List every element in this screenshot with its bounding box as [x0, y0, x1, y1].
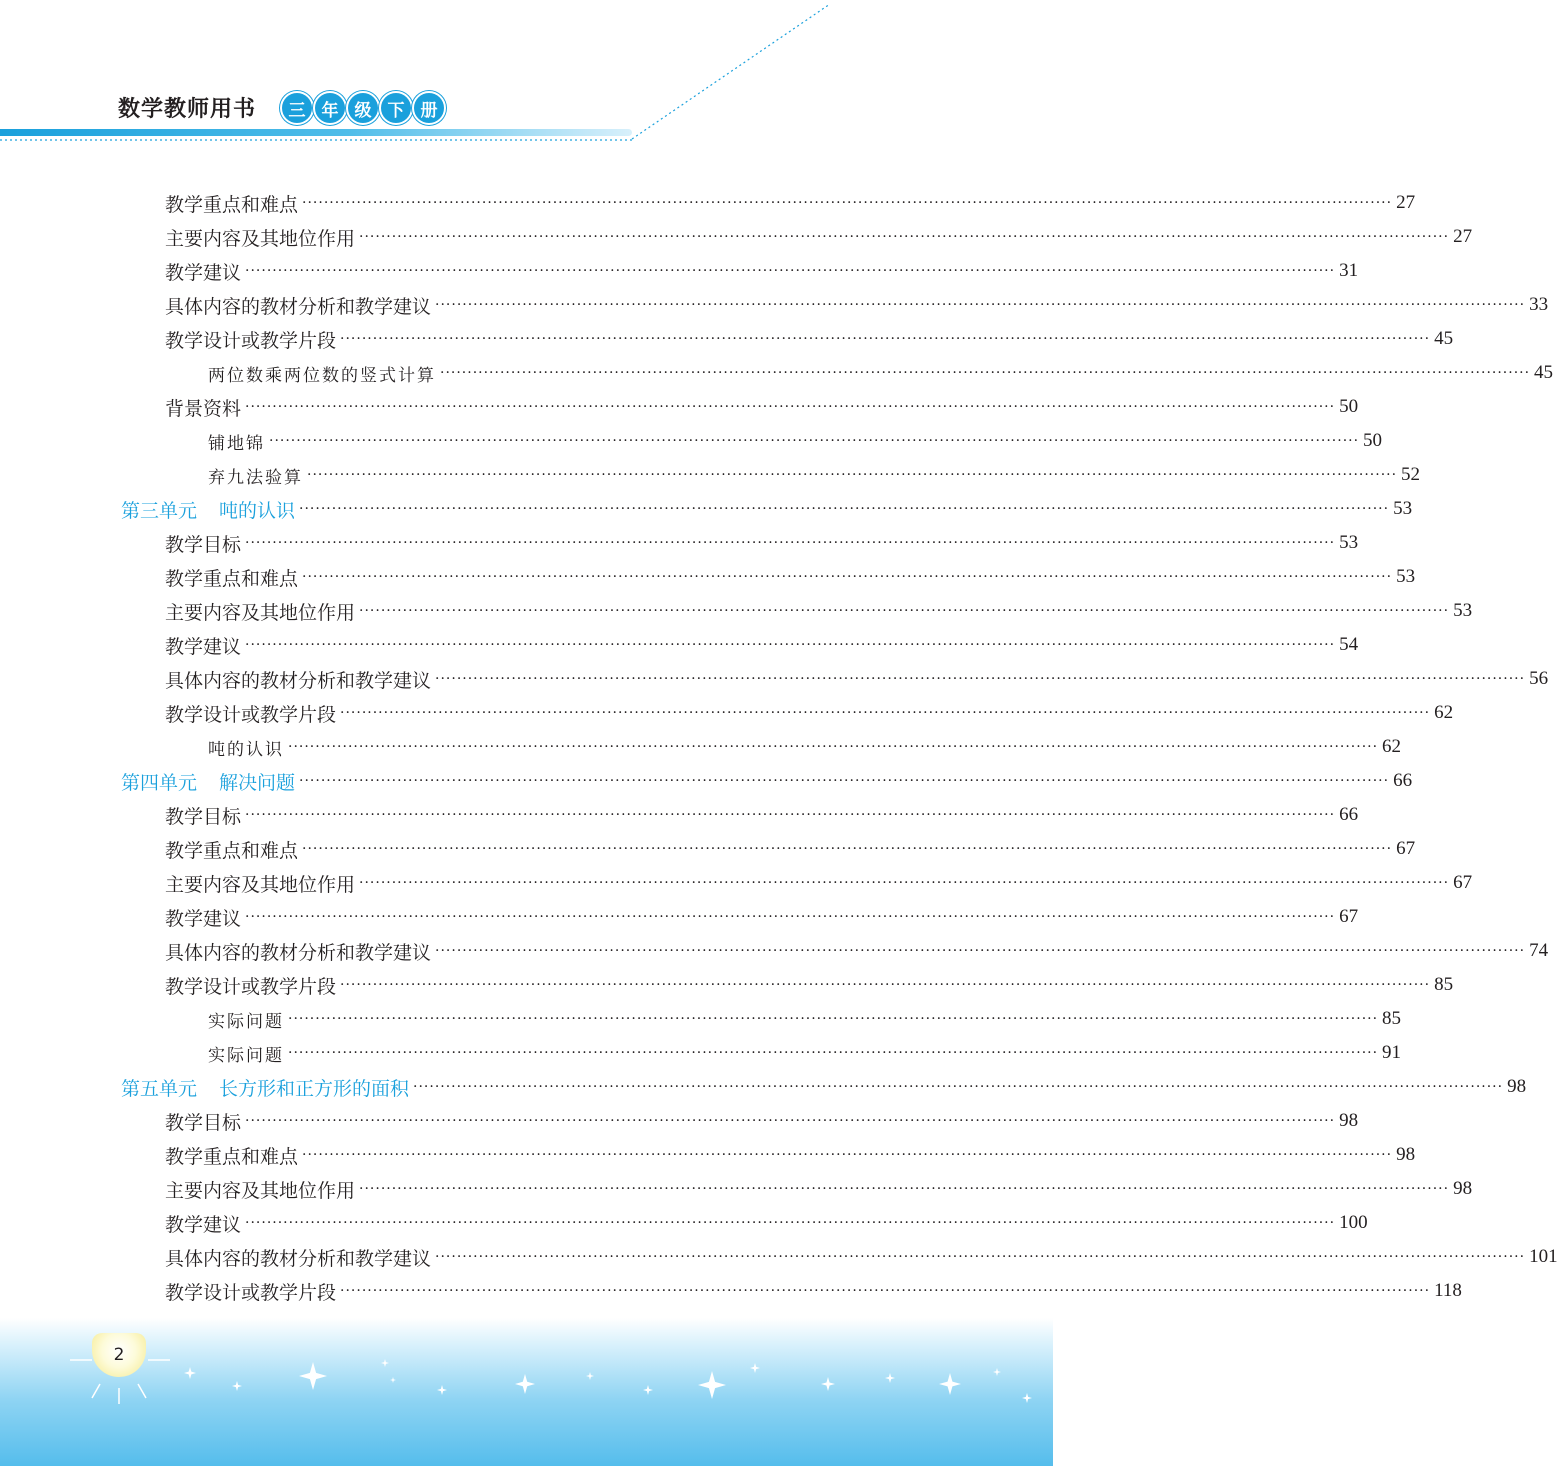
- toc-entry-title: 教学建议: [165, 635, 242, 658]
- toc-entry[interactable]: [208, 1002, 1402, 1036]
- toc-page-number: 98: [1507, 1076, 1527, 1097]
- toc-page-number: 118: [1434, 1280, 1462, 1301]
- header-decoration: [0, 0, 1053, 150]
- toc-entry-title: 主要内容及其地位作用: [165, 873, 356, 896]
- toc-entry[interactable]: [165, 866, 1473, 900]
- dot-leader: ········································································································································································································: [302, 841, 1393, 857]
- toc-unit-label: 第五单元: [121, 1077, 198, 1100]
- dot-leader: ········································································································································································································: [307, 467, 1398, 483]
- toc-page-number: 98: [1396, 1144, 1416, 1165]
- toc-entry[interactable]: [208, 1036, 1402, 1070]
- dot-leader: ········································································································································································································: [288, 739, 1379, 755]
- toc-entry[interactable]: [208, 458, 1421, 492]
- sparkle-icon: [750, 1363, 760, 1373]
- dot-leader: ········································································································································································································: [435, 1249, 1526, 1265]
- dot-leader: ········································································································································································································: [245, 1215, 1336, 1231]
- toc-entry[interactable]: [165, 934, 1549, 968]
- dot-leader: ········································································································································································································: [245, 807, 1336, 823]
- toc-entry-title: 弃九法验算: [208, 467, 303, 488]
- toc-unit-label: 第四单元: [121, 771, 198, 794]
- dot-leader: ········································································································································································································: [340, 977, 1431, 993]
- toc-entry-title: 教学设计或教学片段: [165, 329, 337, 352]
- toc-page-number: 53: [1339, 532, 1359, 553]
- toc-page-number: 52: [1401, 464, 1421, 485]
- toc-entry-title: 主要内容及其地位作用: [165, 601, 356, 624]
- toc-entry-title: 实际问题: [208, 1011, 284, 1032]
- dot-leader: ········································································································································································································: [440, 365, 1531, 381]
- toc-entry-title: 教学重点和难点: [165, 1145, 299, 1168]
- grade-char: 级: [346, 91, 380, 125]
- toc-page-number: 100: [1339, 1212, 1368, 1233]
- toc-page-number: 85: [1382, 1008, 1402, 1029]
- toc-page-number: 50: [1363, 430, 1383, 451]
- toc-entry[interactable]: [165, 798, 1359, 832]
- toc-entry[interactable]: [165, 220, 1473, 254]
- toc-page-number: 27: [1453, 226, 1473, 247]
- toc-entry-title: 教学目标: [165, 1111, 242, 1134]
- sparkle-icon: [698, 1371, 726, 1399]
- toc-page-number: 85: [1434, 974, 1454, 995]
- toc-page-number: 91: [1382, 1042, 1402, 1063]
- toc-entry-title: 实际问题: [208, 1045, 284, 1066]
- dot-leader: ········································································································································································································: [359, 603, 1450, 619]
- toc-page-number: 53: [1453, 600, 1473, 621]
- toc-page-number: 67: [1453, 872, 1473, 893]
- dot-leader: ········································································································································································································: [245, 263, 1336, 279]
- sparkle-icon: [437, 1385, 447, 1395]
- toc-entry-title: 教学重点和难点: [165, 839, 299, 862]
- toc-entry-title: 主要内容及其地位作用: [165, 227, 356, 250]
- toc-page-number: 53: [1396, 566, 1416, 587]
- toc-page-number: 74: [1529, 940, 1549, 961]
- dot-leader: ········································································································································································································: [245, 535, 1336, 551]
- toc-page-number: 98: [1339, 1110, 1359, 1131]
- toc-page-number: 45: [1434, 328, 1454, 349]
- toc-entry-title: [121, 1074, 409, 1101]
- toc-entry-title: 教学建议: [165, 1213, 242, 1236]
- toc-entry[interactable]: [165, 594, 1473, 628]
- toc-page-number: 54: [1339, 634, 1359, 655]
- grade-char: 册: [412, 91, 446, 125]
- toc-unit-label: 第三单元: [121, 499, 198, 522]
- toc-page-number: 62: [1382, 736, 1402, 757]
- dot-leader: ········································································································································································································: [302, 195, 1393, 211]
- grade-char: 三: [280, 91, 314, 125]
- toc-entry[interactable]: [165, 1138, 1416, 1172]
- dot-leader: ········································································································································································································: [302, 569, 1393, 585]
- toc-entry-title: 具体内容的教材分析和教学建议: [165, 295, 432, 318]
- toc-entry[interactable]: [208, 424, 1383, 458]
- toc-entry[interactable]: [165, 390, 1359, 424]
- toc-unit-title: 解决问题: [219, 771, 296, 794]
- toc-entry-title: 教学目标: [165, 533, 242, 556]
- dot-leader: ········································································································································································································: [269, 433, 1360, 449]
- toc-page-number: 33: [1529, 294, 1549, 315]
- sparkle-icon: [993, 1368, 1001, 1376]
- dot-leader: ········································································································································································································: [245, 909, 1336, 925]
- dot-leader: ········································································································································································································: [245, 399, 1336, 415]
- toc-unit-title: 长方形和正方形的面积: [219, 1077, 410, 1100]
- dot-leader: ········································································································································································································: [299, 773, 1390, 789]
- page-header: [0, 0, 1053, 150]
- toc-entry-title: 教学重点和难点: [165, 567, 299, 590]
- book-title: 数学教师用书: [118, 96, 257, 122]
- toc-entry[interactable]: [165, 288, 1549, 322]
- toc-entry-title: 教学重点和难点: [165, 193, 299, 216]
- toc-page-number: 66: [1339, 804, 1359, 825]
- dot-leader: ········································································································································································································: [435, 943, 1526, 959]
- dot-leader: ········································································································································································································: [288, 1011, 1379, 1027]
- toc-entry-title: 教学建议: [165, 907, 242, 930]
- toc-entry-title: 教学设计或教学片段: [165, 703, 337, 726]
- grade-char: 年: [313, 91, 347, 125]
- dot-leader: ········································································································································································································: [245, 637, 1336, 653]
- toc-page-number: 45: [1534, 362, 1554, 383]
- toc-entry[interactable]: [165, 186, 1416, 220]
- toc-entry[interactable]: [165, 1172, 1473, 1206]
- toc-entry[interactable]: [165, 662, 1549, 696]
- toc-entry-title: [121, 768, 295, 795]
- toc-entry-title: 具体内容的教材分析和教学建议: [165, 1247, 432, 1270]
- toc-page-number: 56: [1529, 668, 1549, 689]
- toc-entry[interactable]: [165, 628, 1359, 662]
- toc-entry[interactable]: [165, 832, 1416, 866]
- toc-entry[interactable]: [208, 730, 1402, 764]
- toc-entry[interactable]: [165, 1104, 1359, 1138]
- toc-entry[interactable]: [165, 526, 1359, 560]
- grade-label: [280, 91, 445, 125]
- dot-leader: ········································································································································································································: [340, 1283, 1431, 1299]
- toc-entry-title: 教学设计或教学片段: [165, 975, 337, 998]
- dot-leader: ········································································································································································································: [359, 229, 1450, 245]
- toc-entry-title: 两位数乘两位数的竖式计算: [208, 365, 436, 386]
- sparkle-icon: [939, 1373, 961, 1395]
- toc-entry-title: 教学设计或教学片段: [165, 1281, 337, 1304]
- sparkle-icon: [390, 1377, 396, 1383]
- toc-entry[interactable]: [165, 322, 1454, 356]
- dot-leader: ········································································································································································································: [340, 705, 1431, 721]
- toc-entry-title: 教学建议: [165, 261, 242, 284]
- toc-entry[interactable]: [165, 696, 1454, 730]
- toc-entry[interactable]: [165, 1206, 1368, 1240]
- toc-unit-entry[interactable]: [121, 764, 1413, 798]
- toc-unit-entry[interactable]: [121, 492, 1413, 526]
- dot-leader: ········································································································································································································: [359, 875, 1450, 891]
- sparkle-icon: [381, 1359, 389, 1367]
- toc-page-number: 50: [1339, 396, 1359, 417]
- dot-leader: ········································································································································································································: [299, 501, 1390, 517]
- toc-entry[interactable]: [165, 900, 1359, 934]
- sparkle-icon: [1022, 1393, 1032, 1403]
- dot-leader: ········································································································································································································: [359, 1181, 1450, 1197]
- sparkle-icon: [643, 1385, 653, 1395]
- toc-entry[interactable]: [165, 560, 1416, 594]
- toc-entry[interactable]: [165, 254, 1359, 288]
- toc-page-number: 31: [1339, 260, 1359, 281]
- toc-page-number: 67: [1339, 906, 1359, 927]
- sparkle-icon: [299, 1362, 327, 1390]
- dot-leader: ········································································································································································································: [435, 671, 1526, 687]
- toc-entry[interactable]: [165, 1274, 1462, 1308]
- sparkle-icon: [184, 1367, 196, 1379]
- toc-entry-title: 铺地锦: [208, 433, 265, 454]
- toc-entry-title: 背景资料: [165, 397, 242, 420]
- toc-entry-title: 主要内容及其地位作用: [165, 1179, 356, 1202]
- toc-unit-title: 吨的认识: [219, 499, 296, 522]
- sparkle-icon: [821, 1377, 835, 1391]
- sparkle-icon: [232, 1381, 242, 1391]
- grade-char: 下: [379, 91, 413, 125]
- dot-leader: ········································································································································································································: [413, 1079, 1504, 1095]
- toc-entry-title: 具体内容的教材分析和教学建议: [165, 669, 432, 692]
- toc-entry[interactable]: [165, 1240, 1558, 1274]
- sparkle-icon: [885, 1373, 895, 1383]
- toc-entry-title: [121, 496, 295, 523]
- toc-unit-entry[interactable]: [121, 1070, 1527, 1104]
- toc-entry[interactable]: [208, 356, 1554, 390]
- toc-page-number: 27: [1396, 192, 1416, 213]
- toc-entry-title: 教学目标: [165, 805, 242, 828]
- page-number: 2: [92, 1333, 146, 1377]
- header-bar: [0, 129, 632, 136]
- dot-leader: ········································································································································································································: [435, 297, 1526, 313]
- sparkle-icon: [515, 1374, 535, 1394]
- toc-page-number: 67: [1396, 838, 1416, 859]
- toc-page-number: 53: [1393, 498, 1413, 519]
- toc-page-number: 101: [1529, 1246, 1558, 1267]
- dot-leader: ········································································································································································································: [302, 1147, 1393, 1163]
- toc-page-number: 66: [1393, 770, 1413, 791]
- dot-leader: ········································································································································································································: [288, 1045, 1379, 1061]
- dot-leader: ········································································································································································································: [245, 1113, 1336, 1129]
- toc-entry-title: 具体内容的教材分析和教学建议: [165, 941, 432, 964]
- sparkle-decoration: [0, 1318, 1053, 1466]
- toc-page-number: 62: [1434, 702, 1454, 723]
- toc-page-number: 98: [1453, 1178, 1473, 1199]
- toc-entry[interactable]: [165, 968, 1454, 1002]
- sparkle-icon: [586, 1372, 594, 1380]
- toc-entry-title: 吨的认识: [208, 739, 284, 760]
- dot-leader: ········································································································································································································: [340, 331, 1431, 347]
